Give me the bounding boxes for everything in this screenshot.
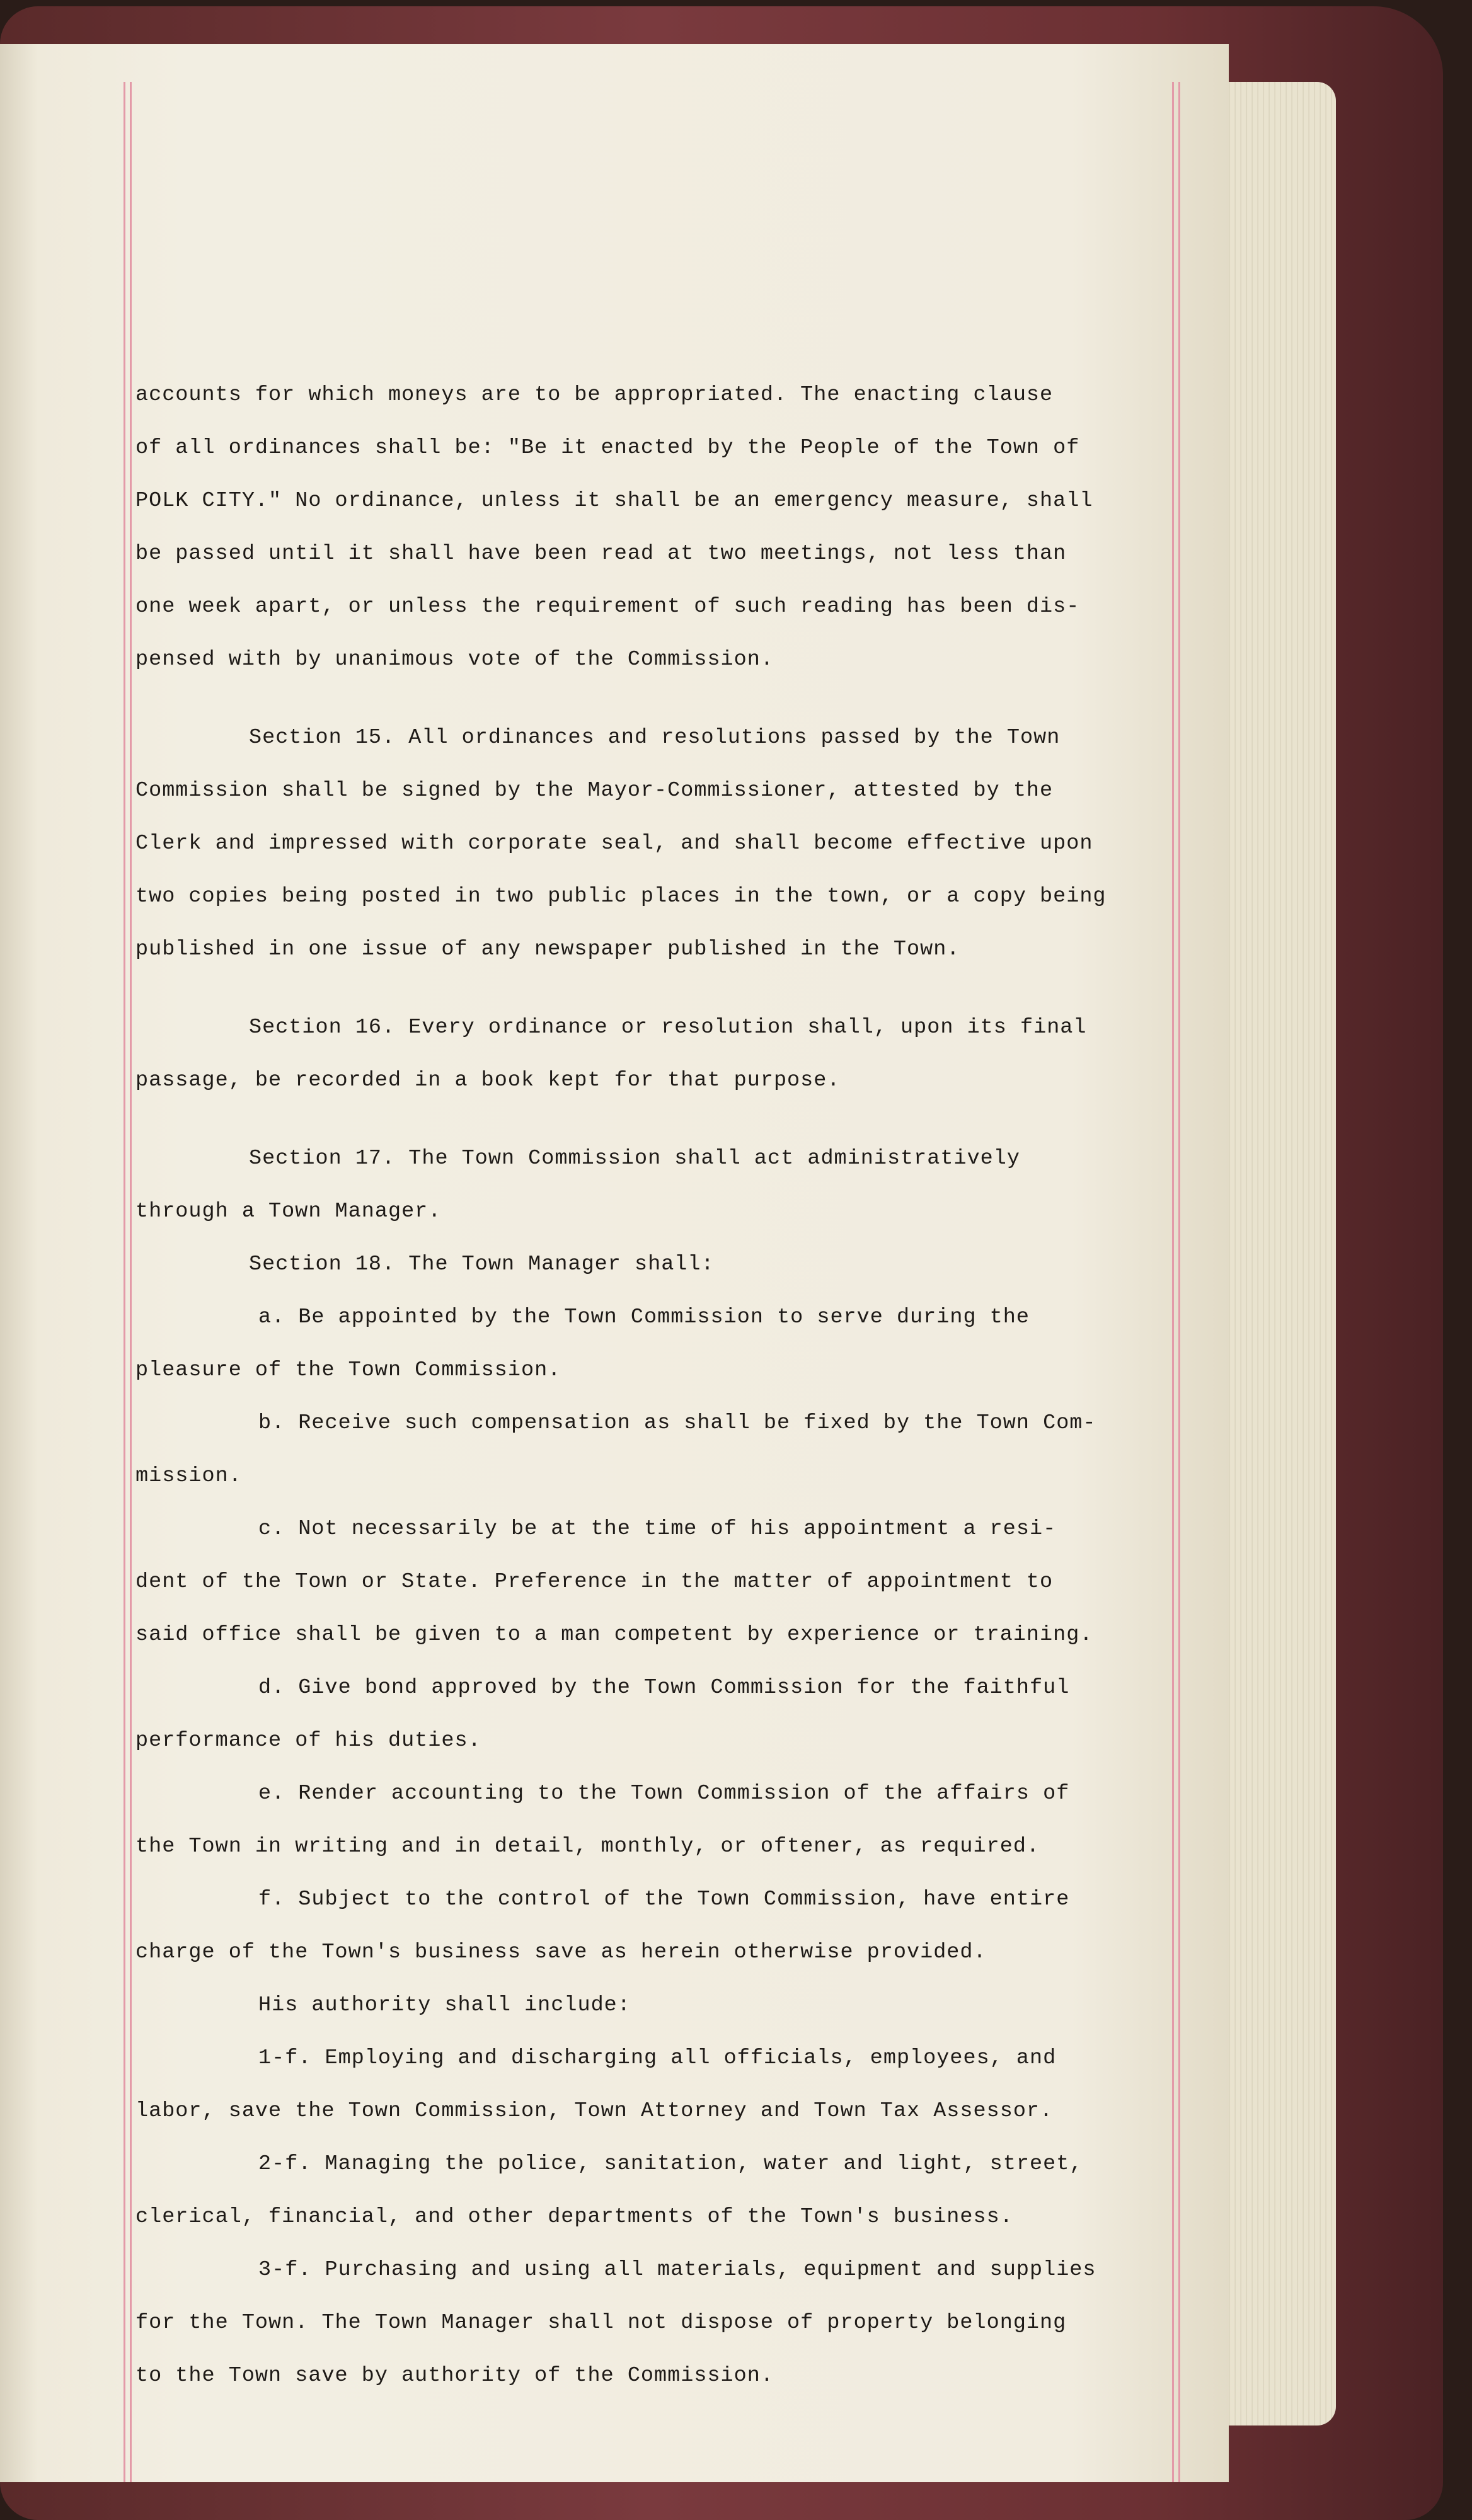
text-line: to the Town save by authority of the Commission. (135, 2364, 774, 2388)
text-line: be passed until it shall have been read at two meetings, not less than (135, 542, 1067, 566)
text-line: the Town in writing and in detail, monthly, or oftener, as required. (135, 1835, 1040, 1858)
text-line: for the Town. The Town Manager shall not dispose of property belonging (135, 2311, 1067, 2335)
text-line: of all ordinances shall be: "Be it enacted by the People of the Town of (135, 436, 1080, 460)
text-line: clerical, financial, and other departments of the Town's business. (135, 2205, 1013, 2229)
section-15-heading: Section 15. All ordinances and resolutions passed by the Town (249, 726, 1061, 750)
clause-3-f: 3-f. Purchasing and using all materials, equipment and supplies (258, 2258, 1096, 2282)
clause-e: e. Render accounting to the Town Commission of the affairs of (258, 1782, 1070, 1806)
text-line: mission. (135, 1464, 242, 1488)
clause-1-f: 1-f. Employing and discharging all officials, employees, and (258, 2046, 1057, 2070)
text-line: said office shall be given to a man competent by experience or training. (135, 1623, 1093, 1647)
text-line: one week apart, or unless the requirement of such reading has been dis- (135, 595, 1080, 619)
clause-b: b. Receive such compensation as shall be fixed by the Town Com- (258, 1411, 1096, 1435)
text-line: two copies being posted in two public places in the town, or a copy being (135, 885, 1107, 908)
text-line: passage, be recorded in a book kept for that purpose. (135, 1068, 841, 1092)
text-line: published in one issue of any newspaper published in the Town. (135, 937, 960, 961)
text-line: dent of the Town or State. Preference in the matter of appointment to (135, 1570, 1054, 1594)
text-line: charge of the Town's business save as herein otherwise provided. (135, 1940, 987, 1964)
text-line: pensed with by unanimous vote of the Commission. (135, 648, 774, 672)
section-16-heading: Section 16. Every ordinance or resolution shall, upon its final (249, 1016, 1087, 1040)
typed-text-body (135, 369, 1182, 2402)
clause-a: a. Be appointed by the Town Commission to serve during the (258, 1305, 1030, 1329)
authority-heading: His authority shall include: (258, 1993, 631, 2017)
clause-f: f. Subject to the control of the Town Commission, have entire (258, 1887, 1070, 1911)
text-line: Clerk and impressed with corporate seal, and shall become effective upon (135, 832, 1093, 856)
clause-2-f: 2-f. Managing the police, sanitation, water and light, street, (258, 2152, 1083, 2176)
text-line: accounts for which moneys are to be appropriated. The enacting clause (135, 383, 1054, 407)
text-line: POLK CITY." No ordinance, unless it shall be an emergency measure, shall (135, 489, 1093, 513)
text-line: Commission shall be signed by the Mayor-Commissioner, attested by the (135, 779, 1054, 803)
clause-c: c. Not necessarily be at the time of his appointment a resi- (258, 1517, 1057, 1541)
section-17-heading: Section 17. The Town Commission shall act administratively (249, 1147, 1020, 1171)
text-line: pleasure of the Town Commission. (135, 1358, 561, 1382)
section-18-heading: Section 18. The Town Manager shall: (249, 1252, 715, 1276)
clause-d: d. Give bond approved by the Town Commission for the faithful (258, 1676, 1070, 1700)
text-line: through a Town Manager. (135, 1200, 442, 1223)
text-line: labor, save the Town Commission, Town Attorney and Town Tax Assessor. (135, 2099, 1054, 2123)
text-line: performance of his duties. (135, 1729, 481, 1753)
left-margin-rule (130, 82, 132, 2482)
left-margin-rule (124, 82, 125, 2482)
